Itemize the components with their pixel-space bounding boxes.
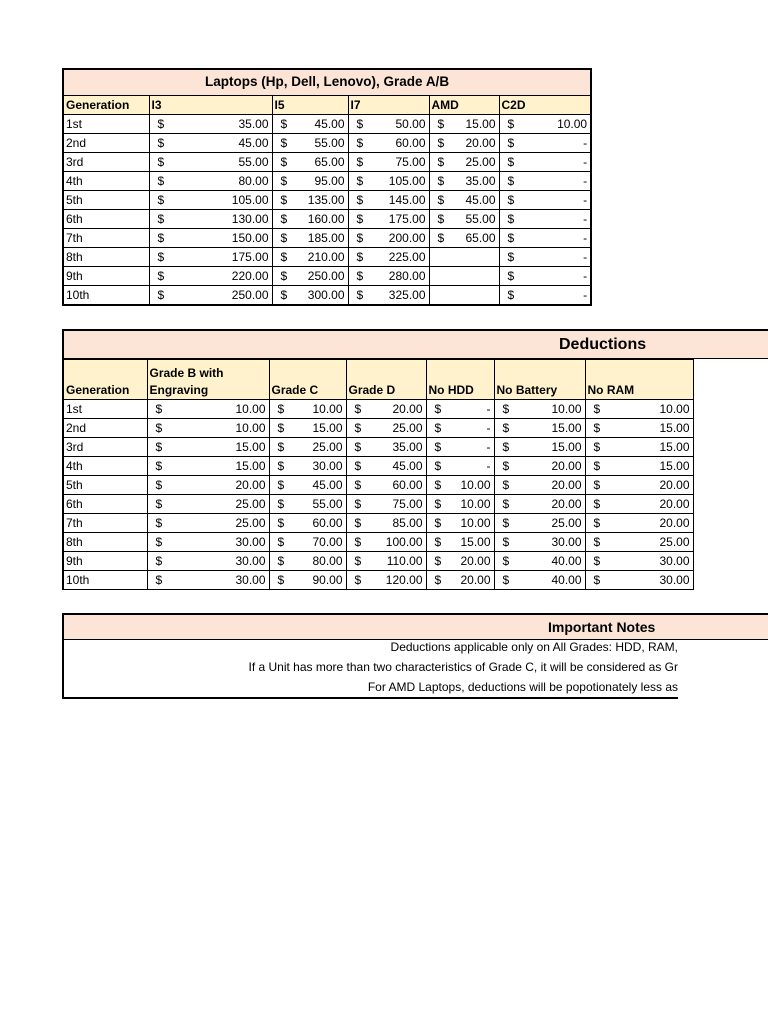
currency-cell: $ <box>269 571 289 590</box>
price-cell: 200.00 <box>368 228 429 247</box>
deduction-cell: 20.00 <box>167 476 269 495</box>
currency-cell: $ <box>147 400 167 419</box>
currency-cell: $ <box>269 514 289 533</box>
laptops-price-table <box>62 68 592 306</box>
currency-cell: $ <box>147 476 167 495</box>
currency-cell: $ <box>272 228 292 247</box>
currency-cell: $ <box>499 209 519 228</box>
currency-cell: $ <box>348 285 368 305</box>
deduction-cell: 25.00 <box>167 514 269 533</box>
table-row <box>63 552 693 571</box>
laptops-table-title: Laptops (Hp, Dell, Lenovo), Grade A/B <box>63 69 591 95</box>
note-line: For AMD Laptops, deductions will be popotionately less as <box>367 680 678 694</box>
currency-cell: $ <box>348 171 368 190</box>
currency-cell: $ <box>585 476 605 495</box>
generation-cell: 4th <box>63 171 149 190</box>
currency-cell: $ <box>147 419 167 438</box>
currency-cell: $ <box>149 228 169 247</box>
deduction-cell: - <box>446 457 494 476</box>
note-line: Deductions applicable only on All Grades: HDD, RAM, <box>390 640 678 654</box>
column-header: Generation <box>63 95 149 114</box>
generation-cell: 7th <box>63 228 149 247</box>
generation-cell: 8th <box>63 533 147 552</box>
price-cell: 175.00 <box>169 247 272 266</box>
deduction-cell: 60.00 <box>366 476 426 495</box>
deduction-cell: 100.00 <box>366 533 426 552</box>
deduction-cell: 25.00 <box>167 495 269 514</box>
price-cell: 300.00 <box>292 285 348 305</box>
currency-cell: $ <box>494 495 514 514</box>
currency-cell: $ <box>499 228 519 247</box>
currency-cell: $ <box>346 495 366 514</box>
price-cell: 25.00 <box>449 152 499 171</box>
currency-cell: $ <box>348 190 368 209</box>
deduction-cell: 45.00 <box>366 457 426 476</box>
table-row <box>63 209 591 228</box>
currency-cell: $ <box>499 247 519 266</box>
table-row <box>63 114 591 133</box>
deduction-cell: 20.00 <box>605 495 693 514</box>
table-row <box>63 133 591 152</box>
price-cell: - <box>519 133 591 152</box>
currency-cell: $ <box>348 266 368 285</box>
generation-cell: 8th <box>63 247 149 266</box>
column-header: C2D <box>499 95 591 114</box>
generation-cell: 2nd <box>63 419 147 438</box>
generation-cell: 4th <box>63 457 147 476</box>
generation-cell: 6th <box>63 209 149 228</box>
currency-cell: $ <box>426 400 446 419</box>
table-row <box>63 400 693 419</box>
currency-cell: $ <box>269 457 289 476</box>
currency-cell: $ <box>149 266 169 285</box>
currency-cell: $ <box>426 438 446 457</box>
generation-cell: 10th <box>63 571 147 590</box>
notes-title: Important Notes <box>548 619 656 635</box>
currency-cell: $ <box>426 552 446 571</box>
deduction-cell: 70.00 <box>289 533 346 552</box>
price-cell: 45.00 <box>169 133 272 152</box>
currency-cell: $ <box>348 209 368 228</box>
currency-cell: $ <box>149 114 169 133</box>
deduction-cell: - <box>446 400 494 419</box>
currency-cell: $ <box>585 533 605 552</box>
currency-cell: $ <box>585 571 605 590</box>
deduction-cell: 40.00 <box>514 571 585 590</box>
currency-cell: $ <box>426 476 446 495</box>
deduction-cell: 20.00 <box>366 400 426 419</box>
table-row <box>63 533 693 552</box>
currency-cell: $ <box>585 457 605 476</box>
price-cell: 55.00 <box>169 152 272 171</box>
column-header: No RAM <box>585 360 693 400</box>
price-cell: 150.00 <box>169 228 272 247</box>
currency-cell: $ <box>429 114 449 133</box>
currency-cell: $ <box>149 190 169 209</box>
deduction-cell: 20.00 <box>514 495 585 514</box>
deduction-cell: 55.00 <box>289 495 346 514</box>
deduction-cell: 20.00 <box>514 457 585 476</box>
deduction-cell: 25.00 <box>366 419 426 438</box>
currency-cell <box>429 285 449 305</box>
generation-cell: 1st <box>63 400 147 419</box>
currency-cell: $ <box>269 552 289 571</box>
deduction-cell: 15.00 <box>514 419 585 438</box>
currency-cell: $ <box>272 209 292 228</box>
price-cell: - <box>519 228 591 247</box>
currency-cell: $ <box>499 285 519 305</box>
currency-cell: $ <box>269 533 289 552</box>
currency-cell: $ <box>426 419 446 438</box>
price-cell: 145.00 <box>368 190 429 209</box>
currency-cell: $ <box>272 133 292 152</box>
price-cell: 250.00 <box>169 285 272 305</box>
table-row <box>63 228 591 247</box>
currency-cell: $ <box>346 438 366 457</box>
deductions-title: Deductions <box>559 336 647 353</box>
currency-cell: $ <box>494 419 514 438</box>
price-cell: 65.00 <box>292 152 348 171</box>
currency-cell: $ <box>494 552 514 571</box>
currency-cell: $ <box>585 419 605 438</box>
deduction-cell: 110.00 <box>366 552 426 571</box>
deduction-cell: 15.00 <box>289 419 346 438</box>
currency-cell: $ <box>272 152 292 171</box>
currency-cell <box>429 247 449 266</box>
currency-cell: $ <box>494 400 514 419</box>
notes-title-bar <box>62 613 768 640</box>
price-cell <box>449 285 499 305</box>
currency-cell: $ <box>269 495 289 514</box>
price-cell: 105.00 <box>169 190 272 209</box>
column-header: No HDD <box>426 360 494 400</box>
table-row <box>63 285 591 305</box>
currency-cell: $ <box>346 514 366 533</box>
deductions-title-bar <box>62 329 768 359</box>
deduction-cell: 25.00 <box>289 438 346 457</box>
table-row <box>63 457 693 476</box>
deduction-cell: - <box>446 438 494 457</box>
currency-cell: $ <box>346 533 366 552</box>
currency-cell: $ <box>346 552 366 571</box>
deduction-cell: 30.00 <box>289 457 346 476</box>
deduction-cell: 10.00 <box>289 400 346 419</box>
currency-cell: $ <box>348 114 368 133</box>
price-cell: - <box>519 190 591 209</box>
price-cell: 160.00 <box>292 209 348 228</box>
price-cell: 10.00 <box>519 114 591 133</box>
deduction-cell: 30.00 <box>167 571 269 590</box>
currency-cell: $ <box>429 152 449 171</box>
deduction-cell: 30.00 <box>605 552 693 571</box>
deduction-cell: 30.00 <box>167 552 269 571</box>
generation-cell: 3rd <box>63 152 149 171</box>
currency-cell: $ <box>346 457 366 476</box>
currency-cell: $ <box>426 457 446 476</box>
price-cell: 250.00 <box>292 266 348 285</box>
price-cell: 65.00 <box>449 228 499 247</box>
price-cell: 135.00 <box>292 190 348 209</box>
deduction-cell: 20.00 <box>514 476 585 495</box>
price-cell: 325.00 <box>368 285 429 305</box>
deductions-table-wrap <box>62 359 690 590</box>
deduction-cell: 25.00 <box>605 533 693 552</box>
generation-cell: 9th <box>63 266 149 285</box>
table-row <box>63 190 591 209</box>
deduction-cell: 15.00 <box>167 457 269 476</box>
table-row <box>63 438 693 457</box>
deduction-cell: 45.00 <box>289 476 346 495</box>
deduction-cell: 15.00 <box>605 438 693 457</box>
currency-cell: $ <box>348 133 368 152</box>
currency-cell: $ <box>147 438 167 457</box>
price-cell: - <box>519 171 591 190</box>
table-row <box>63 247 591 266</box>
column-header: AMD <box>429 95 499 114</box>
currency-cell: $ <box>348 247 368 266</box>
generation-cell: 2nd <box>63 133 149 152</box>
table-row <box>63 571 693 590</box>
generation-cell: 9th <box>63 552 147 571</box>
price-cell <box>449 266 499 285</box>
currency-cell: $ <box>346 571 366 590</box>
price-cell: 60.00 <box>368 133 429 152</box>
column-header: I5 <box>272 95 348 114</box>
generation-cell: 1st <box>63 114 149 133</box>
column-header: I7 <box>348 95 429 114</box>
column-header: Grade B with Engraving <box>147 360 269 400</box>
deduction-cell: 35.00 <box>366 438 426 457</box>
currency-cell: $ <box>426 514 446 533</box>
deduction-cell: 85.00 <box>366 514 426 533</box>
generation-cell: 10th <box>63 285 149 305</box>
column-header: Grade C <box>269 360 346 400</box>
deduction-cell: 10.00 <box>446 476 494 495</box>
price-cell: 35.00 <box>449 171 499 190</box>
deduction-cell: 30.00 <box>514 533 585 552</box>
currency-cell: $ <box>272 285 292 305</box>
deduction-cell: 10.00 <box>446 495 494 514</box>
currency-cell: $ <box>269 419 289 438</box>
currency-cell: $ <box>499 152 519 171</box>
price-cell: 130.00 <box>169 209 272 228</box>
deduction-cell: 15.00 <box>605 419 693 438</box>
generation-cell: 3rd <box>63 438 147 457</box>
deduction-cell: 25.00 <box>514 514 585 533</box>
table-row <box>63 171 591 190</box>
currency-cell: $ <box>272 114 292 133</box>
currency-cell: $ <box>429 133 449 152</box>
price-cell: 20.00 <box>449 133 499 152</box>
currency-cell: $ <box>426 533 446 552</box>
currency-cell: $ <box>494 438 514 457</box>
currency-cell: $ <box>426 571 446 590</box>
currency-cell: $ <box>429 209 449 228</box>
currency-cell: $ <box>499 190 519 209</box>
currency-cell: $ <box>149 209 169 228</box>
price-cell: - <box>519 266 591 285</box>
table-row <box>63 495 693 514</box>
deduction-cell: 20.00 <box>605 476 693 495</box>
currency-cell: $ <box>346 400 366 419</box>
deduction-cell: 10.00 <box>446 514 494 533</box>
currency-cell: $ <box>147 457 167 476</box>
column-header: I3 <box>149 95 272 114</box>
price-cell: 185.00 <box>292 228 348 247</box>
deduction-cell: 30.00 <box>605 571 693 590</box>
currency-cell: $ <box>147 533 167 552</box>
currency-cell <box>429 266 449 285</box>
currency-cell: $ <box>346 419 366 438</box>
currency-cell: $ <box>269 476 289 495</box>
notes-body <box>62 640 678 699</box>
price-cell: 55.00 <box>449 209 499 228</box>
deduction-cell: 20.00 <box>446 571 494 590</box>
price-cell: 95.00 <box>292 171 348 190</box>
currency-cell: $ <box>147 514 167 533</box>
column-header: Grade D <box>346 360 426 400</box>
currency-cell: $ <box>585 400 605 419</box>
currency-cell: $ <box>499 171 519 190</box>
table-row <box>63 476 693 495</box>
currency-cell: $ <box>269 438 289 457</box>
price-cell: - <box>519 247 591 266</box>
price-cell: 175.00 <box>368 209 429 228</box>
deduction-cell: 80.00 <box>289 552 346 571</box>
price-cell: 80.00 <box>169 171 272 190</box>
currency-cell: $ <box>494 476 514 495</box>
deduction-cell: 15.00 <box>167 438 269 457</box>
generation-cell: 6th <box>63 495 147 514</box>
price-cell: 55.00 <box>292 133 348 152</box>
currency-cell: $ <box>494 514 514 533</box>
price-cell: 225.00 <box>368 247 429 266</box>
deduction-cell: 15.00 <box>605 457 693 476</box>
deduction-cell: - <box>446 419 494 438</box>
currency-cell: $ <box>149 285 169 305</box>
currency-cell: $ <box>269 400 289 419</box>
price-cell: - <box>519 285 591 305</box>
currency-cell: $ <box>585 552 605 571</box>
table-row <box>63 266 591 285</box>
currency-cell: $ <box>585 438 605 457</box>
table-row <box>63 152 591 171</box>
deduction-cell: 75.00 <box>366 495 426 514</box>
deduction-cell: 20.00 <box>605 514 693 533</box>
currency-cell: $ <box>429 228 449 247</box>
column-header: Generation <box>63 360 147 400</box>
currency-cell: $ <box>494 533 514 552</box>
currency-cell: $ <box>149 152 169 171</box>
deduction-cell: 15.00 <box>514 438 585 457</box>
price-cell: 45.00 <box>449 190 499 209</box>
price-cell <box>449 247 499 266</box>
deduction-cell: 15.00 <box>446 533 494 552</box>
price-cell: 75.00 <box>368 152 429 171</box>
currency-cell: $ <box>429 190 449 209</box>
currency-cell: $ <box>429 171 449 190</box>
currency-cell: $ <box>272 171 292 190</box>
deduction-cell: 10.00 <box>605 400 693 419</box>
deduction-cell: 20.00 <box>446 552 494 571</box>
table-row <box>63 514 693 533</box>
currency-cell: $ <box>147 571 167 590</box>
table-row <box>63 419 693 438</box>
currency-cell: $ <box>426 495 446 514</box>
deduction-cell: 10.00 <box>167 400 269 419</box>
note-line: If a Unit has more than two characteristics of Grade C, it will be considered as Gr <box>248 660 678 674</box>
currency-cell: $ <box>149 133 169 152</box>
currency-cell: $ <box>147 552 167 571</box>
currency-cell: $ <box>499 266 519 285</box>
currency-cell: $ <box>494 457 514 476</box>
column-header: No Battery <box>494 360 585 400</box>
currency-cell: $ <box>272 247 292 266</box>
price-cell: 45.00 <box>292 114 348 133</box>
price-cell: 35.00 <box>169 114 272 133</box>
currency-cell: $ <box>147 495 167 514</box>
currency-cell: $ <box>585 495 605 514</box>
currency-cell: $ <box>272 190 292 209</box>
currency-cell: $ <box>346 476 366 495</box>
price-cell: 280.00 <box>368 266 429 285</box>
deduction-cell: 30.00 <box>167 533 269 552</box>
currency-cell: $ <box>348 228 368 247</box>
price-cell: 50.00 <box>368 114 429 133</box>
deduction-cell: 60.00 <box>289 514 346 533</box>
price-cell: 210.00 <box>292 247 348 266</box>
currency-cell: $ <box>499 114 519 133</box>
deduction-cell: 10.00 <box>167 419 269 438</box>
generation-cell: 5th <box>63 476 147 495</box>
currency-cell: $ <box>494 571 514 590</box>
deduction-cell: 90.00 <box>289 571 346 590</box>
deduction-cell: 40.00 <box>514 552 585 571</box>
generation-cell: 7th <box>63 514 147 533</box>
currency-cell: $ <box>348 152 368 171</box>
price-cell: 220.00 <box>169 266 272 285</box>
currency-cell: $ <box>585 514 605 533</box>
price-cell: - <box>519 209 591 228</box>
price-cell: 105.00 <box>368 171 429 190</box>
price-cell: 15.00 <box>449 114 499 133</box>
price-cell: - <box>519 152 591 171</box>
currency-cell: $ <box>272 266 292 285</box>
currency-cell: $ <box>499 133 519 152</box>
deduction-cell: 120.00 <box>366 571 426 590</box>
generation-cell: 5th <box>63 190 149 209</box>
deduction-cell: 10.00 <box>514 400 585 419</box>
currency-cell: $ <box>149 171 169 190</box>
currency-cell: $ <box>149 247 169 266</box>
